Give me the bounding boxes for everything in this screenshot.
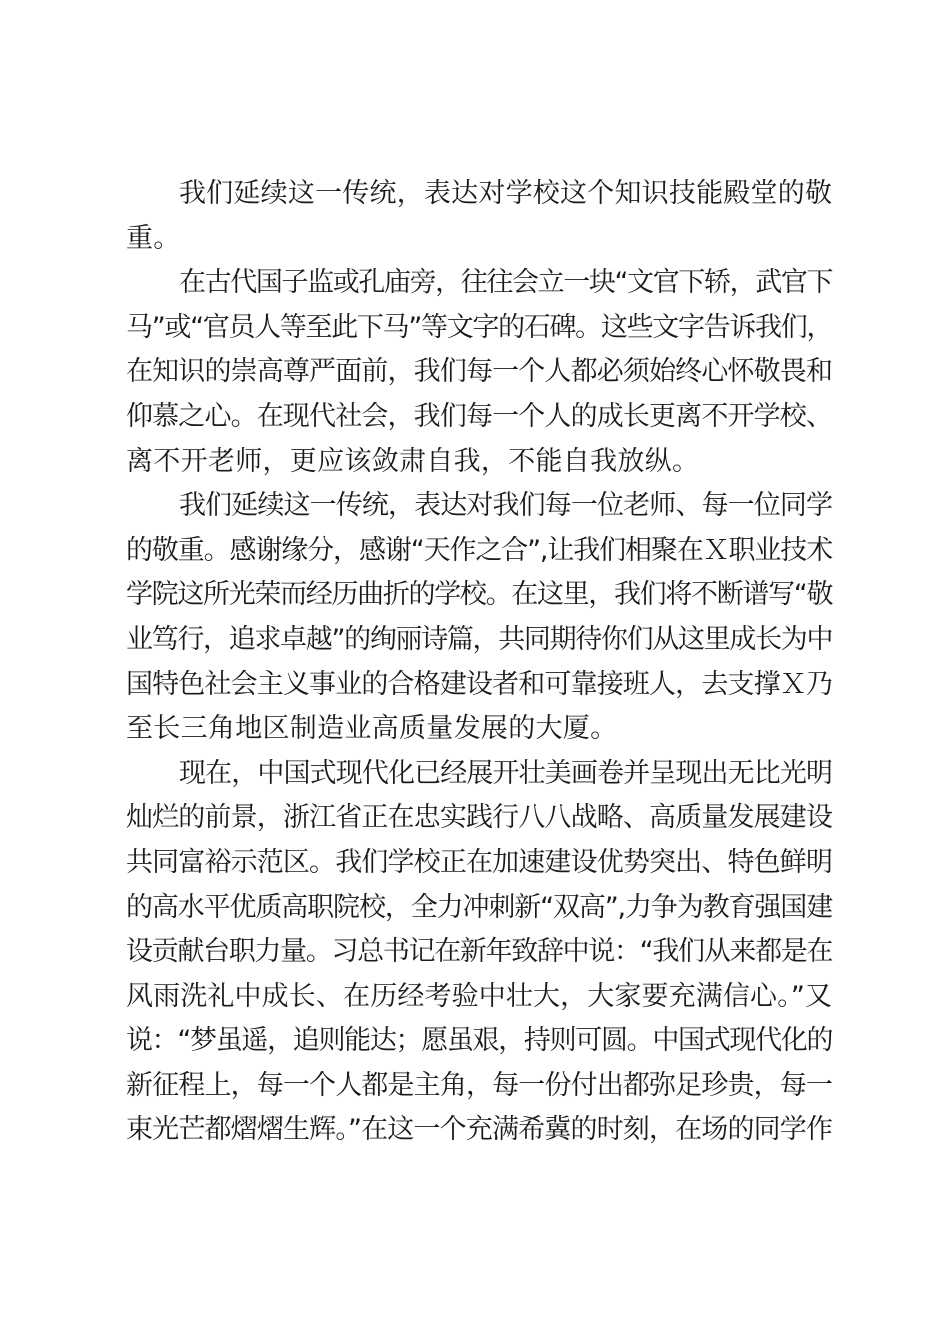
paragraph-2-line-5: 离不开老师，更应该敛肃自我，不能自我放纵。 [126, 445, 700, 477]
paragraph-3-line-3: 学院这所光荣而经历曲折的学校。在这里，我们将不断谱写“敬 [126, 579, 832, 611]
paragraph-4-line-4: 的高水平优质高职院校，全力冲刺新“双高”,力争为教育强国建 [126, 891, 832, 923]
paragraph-4-line-7: 说：“梦虽遥，追则能达；愿虽艰，持则可圆。中国式现代化的 [126, 1025, 832, 1057]
paragraph-4-line-6: 风雨洗礼中成长、在历经考验中壮大，大家要充满信心。”又 [126, 980, 832, 1012]
body-text [126, 172, 832, 1153]
paragraph-3-line-4: 业笃行，追求卓越”的绚丽诗篇，共同期待你们从这里成长为中 [126, 623, 832, 655]
paragraph-4-line-3: 共同富裕示范区。我们学校正在加速建设优势突出、特色鲜明 [126, 846, 832, 878]
paragraph-3-line-5: 国特色社会主义事业的合格建设者和可靠接班人，去支撑Ｘ乃 [126, 668, 832, 700]
paragraph-3-line-6: 至长三角地区制造业高质量发展的大厦。 [126, 713, 618, 745]
paragraph-3-line-2: 的敬重。感谢缘分，感谢“天作之合”,让我们相聚在Ｘ职业技术 [126, 534, 832, 566]
paragraph-4-line-2: 灿烂的前景，浙江省正在忠实践行八八战略、高质量发展建设 [126, 802, 832, 834]
paragraph-4-line-1: 现在，中国式现代化已经展开壮美画卷并呈现出无比光明 [179, 757, 832, 789]
paragraph-2-line-3: 在知识的崇高尊严面前，我们每一个人都必须始终心怀敬畏和 [126, 356, 832, 388]
paragraph-4-line-5: 设贡献台职力量。习总书记在新年致辞中说：“我们从来都是在 [126, 936, 832, 968]
paragraph-1-line-2: 重。 [126, 222, 181, 254]
paragraph-1-line-1: 我们延续这一传统，表达对学校这个知识技能殿堂的敬 [179, 178, 832, 209]
paragraph-2-line-1: 在古代国子监或孔庙旁，往往会立一块“文官下轿，武官下 [179, 267, 832, 299]
paragraph-2-line-2: 马”或“官员人等至此下马”等文字的石碑。这些文字告诉我们， [126, 311, 832, 343]
paragraph-4-line-9: 束光芒都熠熠生辉。”在这一个充满希冀的时刻，在场的同学作 [126, 1114, 832, 1146]
paragraph-3-line-1: 我们延续这一传统，表达对我们每一位老师、每一位同学 [179, 490, 832, 522]
paragraph-2-line-4: 仰慕之心。在现代社会，我们每一个人的成长更离不开学校、 [126, 400, 832, 432]
paragraph-4-line-8: 新征程上，每一个人都是主角，每一份付出都弥足珍贵，每一 [126, 1069, 832, 1101]
